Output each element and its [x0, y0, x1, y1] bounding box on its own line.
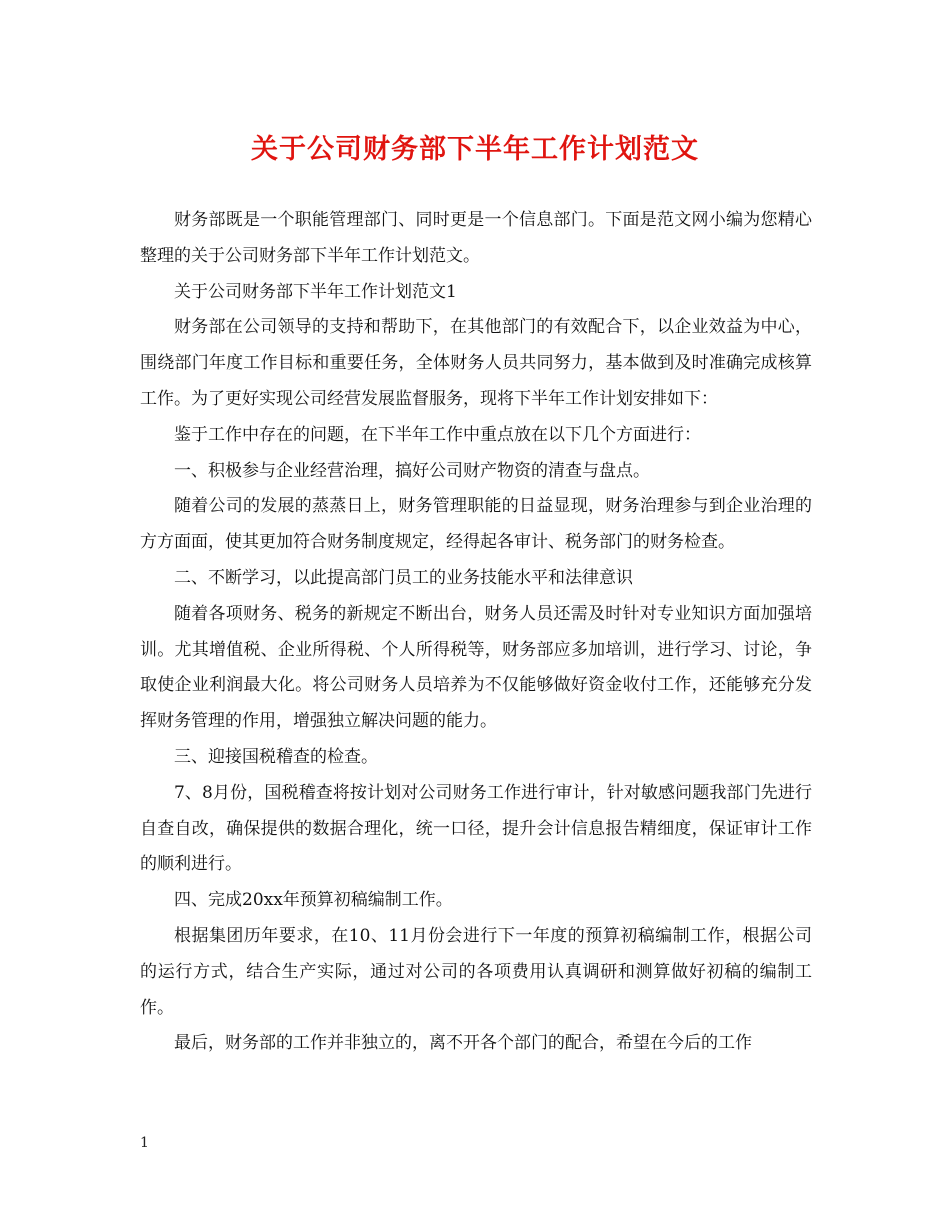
paragraph: 随着公司的发展的蒸蒸日上，财务管理职能的日益显现，财务治理参与到企业治理的方方面面，使其更加符合财务制度规定，经得起各审计、税务部门的财务检查。 [140, 496, 812, 553]
paragraph: 根据集团历年要求，在10、11月份会进行下一年度的预算初稿编制工作，根据公司的运行方式，结合生产实际，通过对公司的各项费用认真调研和测算做好初稿的编制工作。 [140, 925, 812, 1018]
paragraph: 7、8月份，国税稽查将按计划对公司财务工作进行审计，针对敏感问题我部门先进行自查自改，确保提供的数据合理化，统一口径，提升会计信息报告精细度，保证审计工作的顺利进行。 [140, 782, 812, 875]
paragraph: 随着各项财务、税务的新规定不断出台，财务人员还需及时针对专业知识方面加强培训。尤其增值税、企业所得税、个人所得税等，财务部应多加培训，进行学习、讨论，争取使企业利润最大化。将公司财务人员培养为不仅能够做好资金收付工作，还能够充分发挥财务管理的作用，增强独立解决问题的能力。 [140, 603, 812, 732]
paragraph-intro: 财务部既是一个职能管理部门、同时更是一个信息部门。下面是范文网小编为您精心整理的关于公司财务部下半年工作计划范文。 [140, 210, 812, 266]
paragraph: 财务部在公司领导的支持和帮助下，在其他部门的有效配合下，以企业效益为中心，围绕部门年度工作目标和重要任务，全体财务人员共同努力，基本做到及时准确完成核算工作。为了更好实现公司经营发展监督服务，现将下半年工作计划安排如下： [140, 317, 812, 409]
section-heading: 二、不断学习，以此提高部门员工的业务技能水平和法律意识 [174, 567, 633, 588]
section-heading: 三、迎接国税稽查的检查。 [174, 746, 378, 767]
section-heading: 一、积极参与企业经营治理，搞好公司财产物资的清查与盘点。 [174, 460, 650, 481]
paragraph-subtitle: 关于公司财务部下半年工作计划范文1 [174, 281, 457, 302]
section-heading: 四、完成20xx年预算初稿编制工作。 [174, 890, 453, 911]
document-body [140, 203, 812, 1062]
paragraph: 鉴于工作中存在的问题，在下半年工作中重点放在以下几个方面进行： [174, 424, 701, 445]
page-number: 1 [140, 1135, 149, 1151]
document-title: 关于公司财务部下半年工作计划范文 [251, 134, 699, 165]
paragraph: 最后，财务部的工作并非独立的，离不开各个部门的配合，希望在今后的工作 [174, 1033, 752, 1054]
